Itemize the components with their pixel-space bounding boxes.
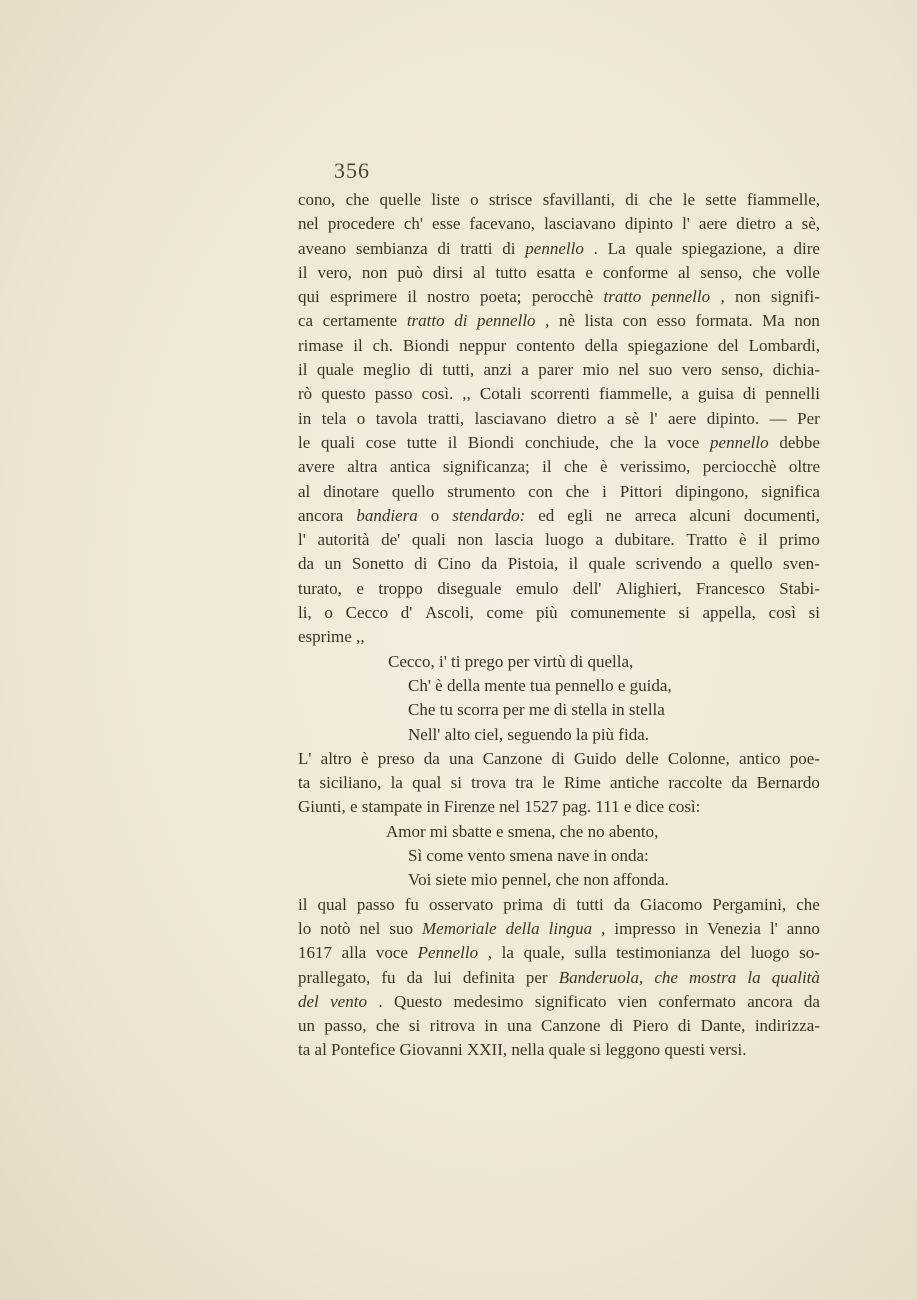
text-line: ta siciliano, la qual si trova tra le Rime antiche raccolte da Bernardo: [298, 773, 820, 793]
text-line: ca certamente tratto di pennello , nè lista con esso formata. Ma non: [298, 311, 820, 331]
text-line: da un Sonetto di Cino da Pistoia, il quale scrivendo a quello sven-: [298, 554, 820, 574]
text-line: al dinotare quello strumento con che i Pittori dipingono, significa: [298, 481, 820, 501]
text-line: esprime ,,: [298, 627, 365, 647]
text-line: Giunti, e stampate in Firenze nel 1527 pag. 111 e dice così:: [298, 797, 701, 817]
text-line: qui esprimere il nostro poeta; perocchè tratto pennello , non signifi-: [298, 287, 820, 307]
text-line: li, o Cecco d' Ascoli, come più comunemente si appella, così si: [298, 603, 820, 623]
text-line: un passo, che si ritrova in una Canzone di Piero di Dante, indirizza-: [298, 1016, 820, 1036]
verse-line: Sì come vento smena nave in onda:: [408, 846, 649, 866]
verse-line: Voi siete mio pennel, che non affonda.: [408, 870, 669, 890]
verse-quote-1: [298, 650, 820, 747]
text-line: lo notò nel suo Memoriale della lingua , impresso in Venezia l' anno: [298, 918, 820, 938]
text-line: aveano sembianza di tratti di pennello . La quale spiegazione, a dire: [298, 238, 820, 258]
verse-line: Che tu scorra per me di stella in stella: [408, 700, 665, 720]
text-line: cono, che quelle liste o strisce sfavillanti, di che le sette fiammelle,: [298, 190, 820, 209]
prose-paragraph-3: [298, 893, 820, 1063]
text-line: rò questo passo così. ,, Cotali scorrenti fiammelle, a guisa di pennelli: [298, 384, 820, 404]
verse-line: Amor mi sbatte e smena, che no abento,: [386, 821, 659, 841]
text-line: il quale meglio di tutti, anzi a parer mio nel suo vero senso, dichia-: [298, 360, 820, 380]
verse-line: Ch' è della mente tua pennello e guida,: [408, 675, 672, 695]
text-line: ancora bandiera o stendardo: ed egli ne arreca alcuni documenti,: [298, 505, 820, 525]
text-line: l' autorità de' quali non lascia luogo a dubitare. Tratto è il primo: [298, 530, 820, 550]
verse-line: Nell' alto ciel, seguendo la più fida.: [408, 724, 649, 744]
text-line: nel procedere ch' esse facevano, lasciavano dipinto l' aere dietro a sè,: [298, 214, 820, 234]
verse-line: Cecco, i' ti prego per virtù di quella,: [388, 651, 634, 671]
text-line: turato, e troppo diseguale emulo dell' Alighieri, Francesco Stabi-: [298, 578, 820, 598]
prose-paragraph-2: [298, 747, 820, 820]
text-line: del vento . Questo medesimo significato vien confermato ancora da: [298, 991, 820, 1011]
body-text: [298, 188, 820, 1063]
text-line: 1617 alla voce Pennello , la quale, sulla testimonianza del luogo so-: [298, 943, 820, 963]
text-line: ta al Pontefice Giovanni XXII, nella quale si leggono questi versi.: [298, 1040, 747, 1060]
text-line: avere altra antica significanza; il che è verissimo, perciocchè oltre: [298, 457, 820, 477]
text-line: il vero, non può dirsi al tutto esatta e conforme al senso, che volle: [298, 262, 820, 282]
text-line: in tela o tavola tratti, lasciavano dietro a sè l' aere dipinto. — Per: [298, 408, 820, 428]
text-line: le quali cose tutte il Biondi conchiude, che la voce pennello debbe: [298, 432, 820, 452]
page-number: 356: [334, 158, 370, 183]
text-line: rimase il ch. Biondi neppur contento della spiegazione del Lombardi,: [298, 335, 820, 355]
verse-quote-2: [298, 820, 820, 893]
text-line: prallegato, fu da lui definita per Banderuola, che mostra la qualità: [298, 967, 820, 987]
text-line: L' altro è preso da una Canzone di Guido delle Colonne, antico poe-: [298, 748, 820, 768]
prose-paragraph-1: [298, 188, 820, 650]
text-line: il qual passo fu osservato prima di tutti da Giacomo Pergamini, che: [298, 894, 820, 914]
